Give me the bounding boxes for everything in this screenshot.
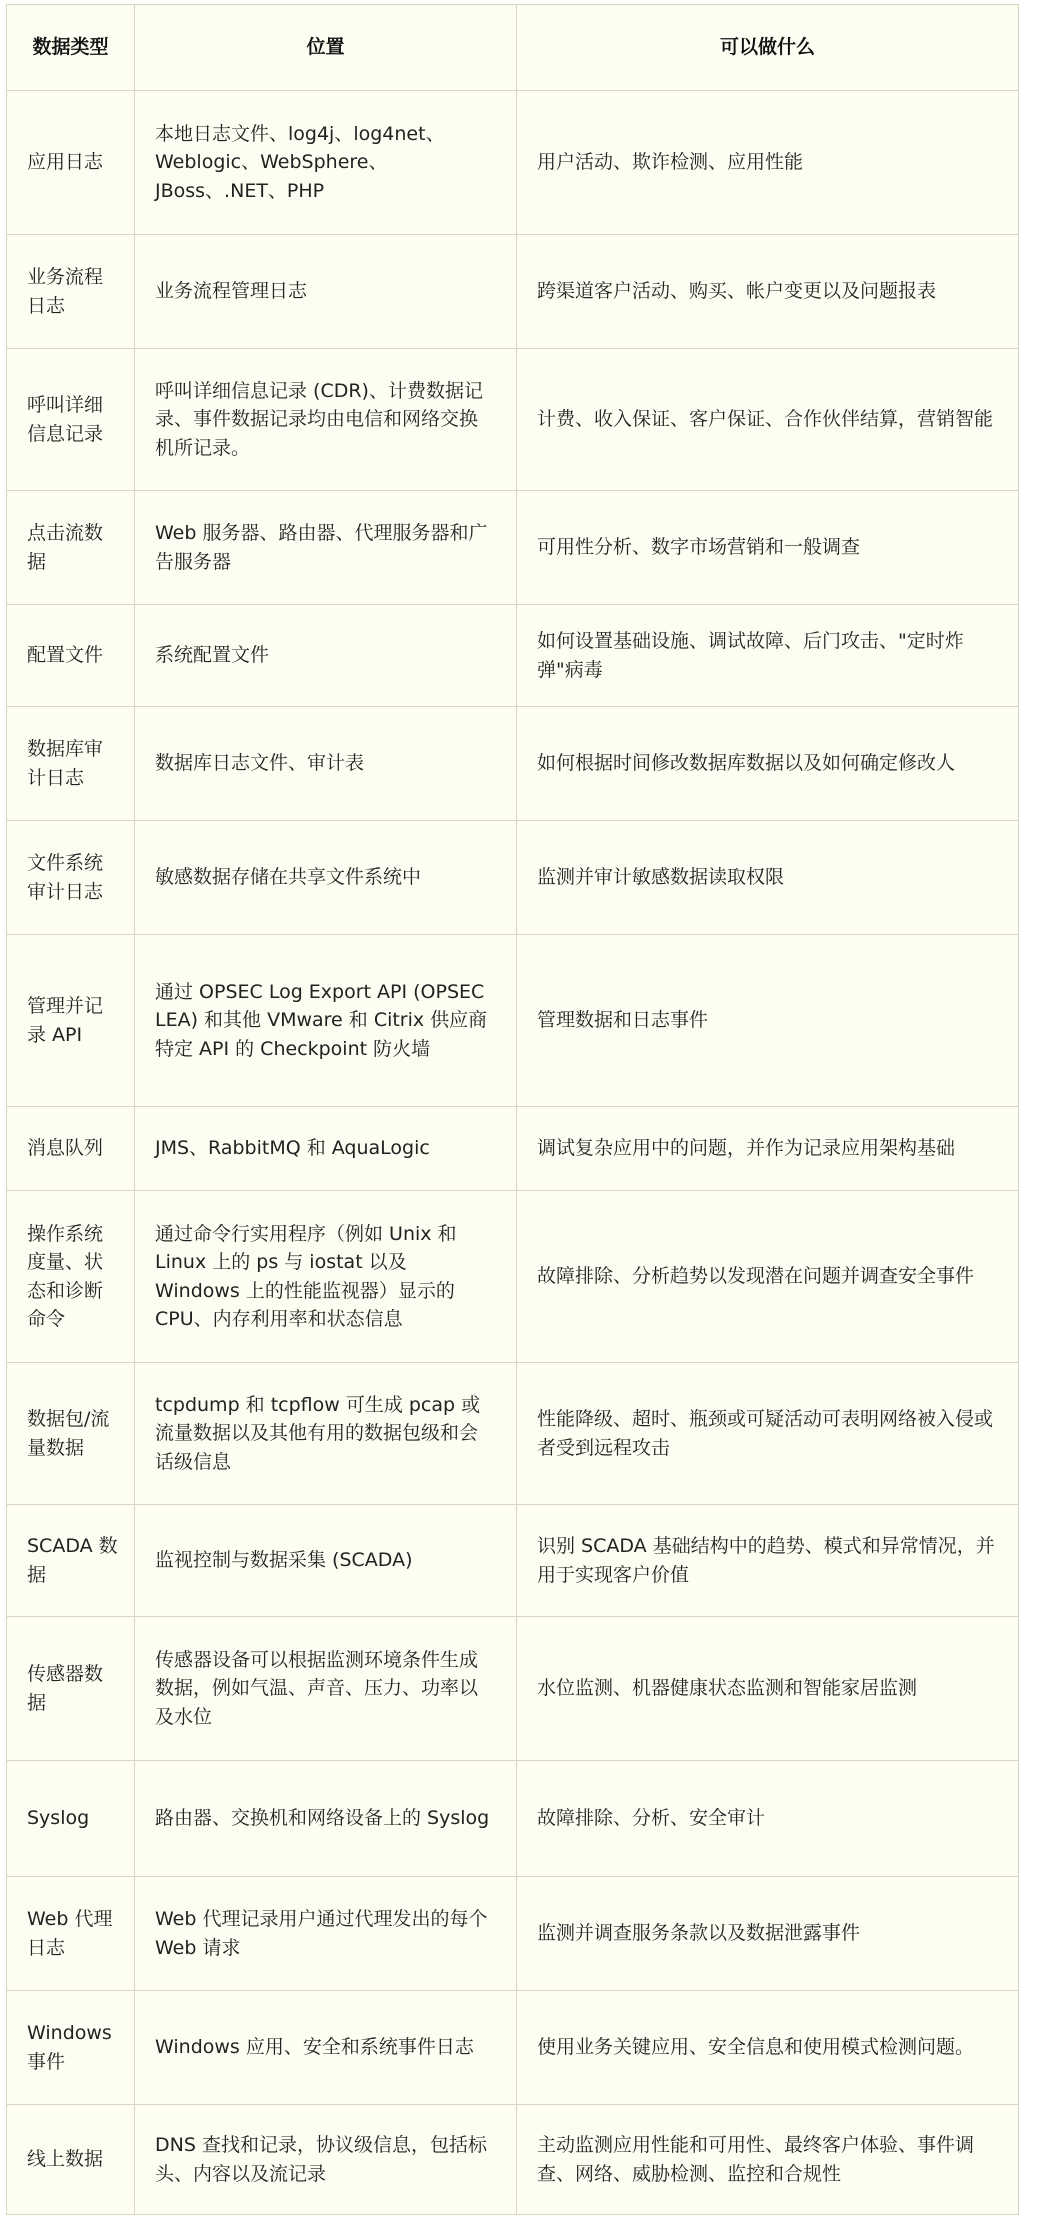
table-row [7, 707, 1019, 821]
cell-location: 传感器设备可以根据监测环境条件生成数据，例如气温、声音、压力、功率以及水位 [135, 1617, 517, 1761]
header-location: 位置 [135, 5, 517, 91]
table-header-row [7, 5, 1019, 91]
cell-usage: 水位监测、机器健康状态监测和智能家居监测 [517, 1617, 1019, 1761]
cell-usage: 识别 SCADA 基础结构中的趋势、模式和异常情况，并用于实现客户价值 [517, 1505, 1019, 1617]
cell-location: 本地日志文件、log4j、log4net、Weblogic、WebSphere、JBoss、.NET、PHP [135, 91, 517, 235]
cell-location: 通过命令行实用程序（例如 Unix 和 Linux 上的 ps 与 iostat 以及 Windows 上的性能监视器）显示的 CPU、内存利用率和状态信息 [135, 1191, 517, 1363]
cell-location: DNS 查找和记录，协议级信息，包括标头、内容以及流记录 [135, 2105, 517, 2215]
cell-data-type: 数据包/流量数据 [7, 1363, 135, 1505]
cell-usage: 可用性分析、数字市场营销和一般调查 [517, 491, 1019, 605]
cell-data-type: 数据库审计日志 [7, 707, 135, 821]
cell-usage: 故障排除、分析、安全审计 [517, 1761, 1019, 1877]
cell-data-type: Windows 事件 [7, 1991, 135, 2105]
cell-data-type: 文件系统审计日志 [7, 821, 135, 935]
cell-location: 敏感数据存储在共享文件系统中 [135, 821, 517, 935]
cell-usage: 故障排除、分析趋势以发现潜在问题并调查安全事件 [517, 1191, 1019, 1363]
cell-location: 路由器、交换机和网络设备上的 Syslog [135, 1761, 517, 1877]
cell-data-type: Syslog [7, 1761, 135, 1877]
cell-data-type: 呼叫详细信息记录 [7, 349, 135, 491]
table-row [7, 91, 1019, 235]
cell-usage: 如何根据时间修改数据库数据以及如何确定修改人 [517, 707, 1019, 821]
cell-location: Web 代理记录用户通过代理发出的每个 Web 请求 [135, 1877, 517, 1991]
cell-usage: 调试复杂应用中的问题，并作为记录应用架构基础 [517, 1107, 1019, 1191]
table-row [7, 1107, 1019, 1191]
cell-data-type: 管理并记录 API [7, 935, 135, 1107]
cell-data-type: SCADA 数据 [7, 1505, 135, 1617]
cell-usage: 计费、收入保证、客户保证、合作伙伴结算，营销智能 [517, 349, 1019, 491]
cell-usage: 使用业务关键应用、安全信息和使用模式检测问题。 [517, 1991, 1019, 2105]
cell-location: JMS、RabbitMQ 和 AquaLogic [135, 1107, 517, 1191]
cell-location: 业务流程管理日志 [135, 235, 517, 349]
cell-data-type: 传感器数据 [7, 1617, 135, 1761]
cell-usage: 如何设置基础设施、调试故障、后门攻击、"定时炸弹"病毒 [517, 605, 1019, 707]
cell-data-type: 消息队列 [7, 1107, 135, 1191]
cell-location: 监视控制与数据采集 (SCADA) [135, 1505, 517, 1617]
cell-location: 系统配置文件 [135, 605, 517, 707]
cell-data-type: 操作系统度量、状态和诊断命令 [7, 1191, 135, 1363]
cell-data-type: Web 代理日志 [7, 1877, 135, 1991]
cell-usage: 监测并审计敏感数据读取权限 [517, 821, 1019, 935]
table-row [7, 1363, 1019, 1505]
cell-usage: 主动监测应用性能和可用性、最终客户体验、事件调查、网络、威胁检测、监控和合规性 [517, 2105, 1019, 2215]
data-types-table [6, 4, 1019, 2215]
table-row [7, 1617, 1019, 1761]
table-row [7, 1191, 1019, 1363]
cell-usage: 性能降级、超时、瓶颈或可疑活动可表明网络被入侵或者受到远程攻击 [517, 1363, 1019, 1505]
table-row [7, 821, 1019, 935]
cell-location: tcpdump 和 tcpflow 可生成 pcap 或流量数据以及其他有用的数据包级和会话级信息 [135, 1363, 517, 1505]
table-row [7, 1877, 1019, 1991]
cell-location: 呼叫详细信息记录 (CDR)、计费数据记录、事件数据记录均由电信和网络交换机所记录。 [135, 349, 517, 491]
cell-data-type: 业务流程日志 [7, 235, 135, 349]
table-row [7, 235, 1019, 349]
cell-data-type: 应用日志 [7, 91, 135, 235]
cell-data-type: 点击流数据 [7, 491, 135, 605]
cell-location: Web 服务器、路由器、代理服务器和广告服务器 [135, 491, 517, 605]
table-row [7, 1991, 1019, 2105]
table-row [7, 935, 1019, 1107]
table-row [7, 1761, 1019, 1877]
data-types-table-container [6, 4, 1018, 2215]
table-row [7, 2105, 1019, 2215]
table-row [7, 605, 1019, 707]
header-data-type: 数据类型 [7, 5, 135, 91]
header-usage: 可以做什么 [517, 5, 1019, 91]
cell-usage: 用户活动、欺诈检测、应用性能 [517, 91, 1019, 235]
cell-location: 通过 OPSEC Log Export API (OPSEC LEA) 和其他 VMware 和 Citrix 供应商特定 API 的 Checkpoint 防火墙 [135, 935, 517, 1107]
cell-usage: 管理数据和日志事件 [517, 935, 1019, 1107]
cell-usage: 监测并调查服务条款以及数据泄露事件 [517, 1877, 1019, 1991]
cell-usage: 跨渠道客户活动、购买、帐户变更以及问题报表 [517, 235, 1019, 349]
table-row [7, 349, 1019, 491]
cell-data-type: 配置文件 [7, 605, 135, 707]
cell-location: 数据库日志文件、审计表 [135, 707, 517, 821]
cell-location: Windows 应用、安全和系统事件日志 [135, 1991, 517, 2105]
table-row [7, 491, 1019, 605]
cell-data-type: 线上数据 [7, 2105, 135, 2215]
table-row [7, 1505, 1019, 1617]
